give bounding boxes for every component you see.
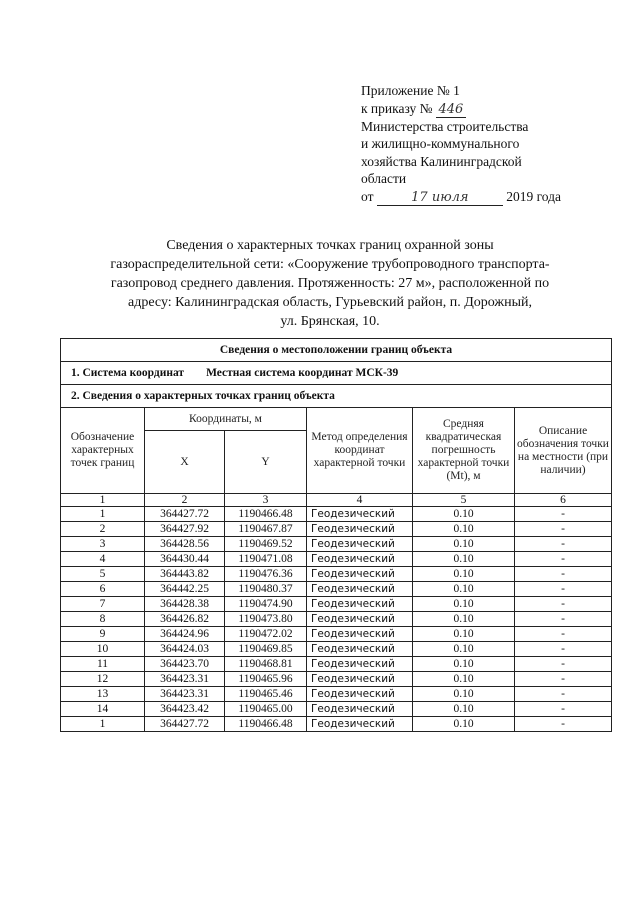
x-cell: 364443.82 (145, 567, 225, 582)
error-cell: 0.10 (413, 597, 515, 612)
method-cell: Геодезический (307, 657, 413, 672)
x-cell: 364423.42 (145, 702, 225, 717)
x-cell: 364427.92 (145, 522, 225, 537)
title-line: адресу: Калининградская область, Гурьевский район, п. Дорожный, (128, 295, 532, 310)
y-cell: 1190473.80 (225, 612, 307, 627)
description-cell: - (515, 507, 612, 522)
order-line (361, 100, 561, 118)
date-suffix: 2019 года (506, 188, 562, 204)
date-handwritten: 17 июля (377, 191, 503, 206)
description-cell: - (515, 567, 612, 582)
method-cell: Геодезический (307, 567, 413, 582)
date-prefix: от (361, 188, 374, 204)
table-row (61, 552, 612, 567)
method-cell: Геодезический (307, 672, 413, 687)
error-cell: 0.10 (413, 702, 515, 717)
description-cell: - (515, 537, 612, 552)
method-cell: Геодезический (307, 702, 413, 717)
error-cell: 0.10 (413, 627, 515, 642)
method-cell: Геодезический (307, 597, 413, 612)
method-cell: Геодезический (307, 522, 413, 537)
y-cell: 1190466.48 (225, 717, 307, 732)
description-cell: - (515, 702, 612, 717)
point-cell: 9 (61, 627, 145, 642)
x-cell: 364423.70 (145, 657, 225, 672)
point-cell: 6 (61, 582, 145, 597)
column-number: 3 (225, 494, 307, 507)
appendix-block (361, 82, 561, 206)
description-cell: - (515, 627, 612, 642)
error-cell: 0.10 (413, 672, 515, 687)
description-cell: - (515, 582, 612, 597)
method-cell: Геодезический (307, 537, 413, 552)
table-row (61, 642, 612, 657)
table-row (61, 657, 612, 672)
ministry-line-4: области (361, 171, 407, 186)
title-line: газопровод среднего давления. Протяженность: 27 м», расположенной по (110, 276, 550, 291)
point-cell: 7 (61, 597, 145, 612)
title-line: газораспределительной сети: «Сооружение трубопроводного транспорта- (110, 257, 550, 272)
table-row (61, 687, 612, 702)
x-cell: 364424.96 (145, 627, 225, 642)
error-cell: 0.10 (413, 507, 515, 522)
error-cell: 0.10 (413, 582, 515, 597)
error-cell: 0.10 (413, 657, 515, 672)
point-cell: 11 (61, 657, 145, 672)
point-cell: 3 (61, 537, 145, 552)
point-cell: 5 (61, 567, 145, 582)
table-row (61, 717, 612, 732)
point-cell: 2 (61, 522, 145, 537)
point-cell: 1 (61, 507, 145, 522)
header-description: Описание обозначения точки на местности (при наличии) (515, 408, 612, 494)
description-cell: - (515, 657, 612, 672)
column-number: 5 (413, 494, 515, 507)
y-cell: 1190471.08 (225, 552, 307, 567)
description-cell: - (515, 552, 612, 567)
method-cell: Геодезический (307, 552, 413, 567)
x-cell: 364427.72 (145, 717, 225, 732)
y-cell: 1190472.02 (225, 627, 307, 642)
y-cell: 1190466.48 (225, 507, 307, 522)
x-cell: 364428.56 (145, 537, 225, 552)
column-number: 6 (515, 494, 612, 507)
coordinates-table (60, 338, 612, 732)
method-cell: Геодезический (307, 717, 413, 732)
error-cell: 0.10 (413, 717, 515, 732)
y-cell: 1190467.87 (225, 522, 307, 537)
y-cell: 1190469.52 (225, 537, 307, 552)
header-x: X (145, 431, 225, 494)
x-cell: 364427.72 (145, 507, 225, 522)
header-error: Средняя квадратическая погрешность характерной точки (Mt), м (413, 408, 515, 494)
description-cell: - (515, 672, 612, 687)
section-header: Сведения о местоположении границ объекта (61, 339, 612, 362)
table-row (61, 597, 612, 612)
header-point: Обозначение характерных точек границ (61, 408, 145, 494)
ministry-line-2: и жилищно-коммунального (361, 136, 520, 151)
table-row (61, 612, 612, 627)
title-line: ул. Брянская, 10. (280, 314, 380, 329)
method-cell: Геодезический (307, 612, 413, 627)
appendix-title: Приложение № 1 (361, 83, 460, 98)
coordinate-system-row (61, 362, 612, 385)
description-cell: - (515, 597, 612, 612)
method-cell: Геодезический (307, 627, 413, 642)
table-row (61, 522, 612, 537)
y-cell: 1190468.81 (225, 657, 307, 672)
y-cell: 1190469.85 (225, 642, 307, 657)
x-cell: 364426.82 (145, 612, 225, 627)
x-cell: 364430.44 (145, 552, 225, 567)
column-number: 1 (61, 494, 145, 507)
error-cell: 0.10 (413, 567, 515, 582)
description-cell: - (515, 612, 612, 627)
points-section-title: 2. Сведения о характерных точках границ объекта (61, 385, 612, 408)
order-prefix: к приказу № (361, 100, 433, 116)
column-numbers-row (61, 494, 612, 507)
column-number: 4 (307, 494, 413, 507)
point-cell: 8 (61, 612, 145, 627)
y-cell: 1190476.36 (225, 567, 307, 582)
x-cell: 364423.31 (145, 687, 225, 702)
point-cell: 4 (61, 552, 145, 567)
order-number-handwritten: 446 (436, 103, 466, 118)
table-row (61, 567, 612, 582)
header-method: Метод определения координат характерной точки (307, 408, 413, 494)
error-cell: 0.10 (413, 612, 515, 627)
column-number: 2 (145, 494, 225, 507)
table-row (61, 627, 612, 642)
table-row (61, 582, 612, 597)
description-cell: - (515, 642, 612, 657)
table-row (61, 702, 612, 717)
header-y: Y (225, 431, 307, 494)
description-cell: - (515, 717, 612, 732)
description-cell: - (515, 522, 612, 537)
point-cell: 10 (61, 642, 145, 657)
y-cell: 1190465.00 (225, 702, 307, 717)
method-cell: Геодезический (307, 687, 413, 702)
error-cell: 0.10 (413, 552, 515, 567)
x-cell: 364423.31 (145, 672, 225, 687)
table-row (61, 672, 612, 687)
description-cell: - (515, 687, 612, 702)
x-cell: 364428.38 (145, 597, 225, 612)
method-cell: Геодезический (307, 507, 413, 522)
y-cell: 1190465.46 (225, 687, 307, 702)
y-cell: 1190474.90 (225, 597, 307, 612)
coordinates-table-wrapper (60, 338, 611, 732)
ministry-line-1: Министерства строительства (361, 118, 529, 134)
point-cell: 13 (61, 687, 145, 702)
method-cell: Геодезический (307, 582, 413, 597)
error-cell: 0.10 (413, 687, 515, 702)
method-cell: Геодезический (307, 642, 413, 657)
table-row (61, 537, 612, 552)
title-line: Сведения о характерных точках границ охранной зоны (166, 238, 494, 253)
point-cell: 1 (61, 717, 145, 732)
x-cell: 364424.03 (145, 642, 225, 657)
header-coords: Координаты, м (145, 408, 307, 431)
date-line (361, 188, 561, 206)
coordinate-system-label: 1. Система координат (71, 367, 185, 379)
error-cell: 0.10 (413, 537, 515, 552)
y-cell: 1190480.37 (225, 582, 307, 597)
x-cell: 364442.25 (145, 582, 225, 597)
point-cell: 14 (61, 702, 145, 717)
table-body (61, 507, 612, 732)
coordinate-system-value: Местная система координат МСК-39 (206, 367, 399, 379)
point-cell: 12 (61, 672, 145, 687)
error-cell: 0.10 (413, 642, 515, 657)
y-cell: 1190465.96 (225, 672, 307, 687)
table-row (61, 507, 612, 522)
document-title (70, 236, 590, 331)
ministry-line-3: хозяйства Калининградской (361, 153, 522, 169)
error-cell: 0.10 (413, 522, 515, 537)
